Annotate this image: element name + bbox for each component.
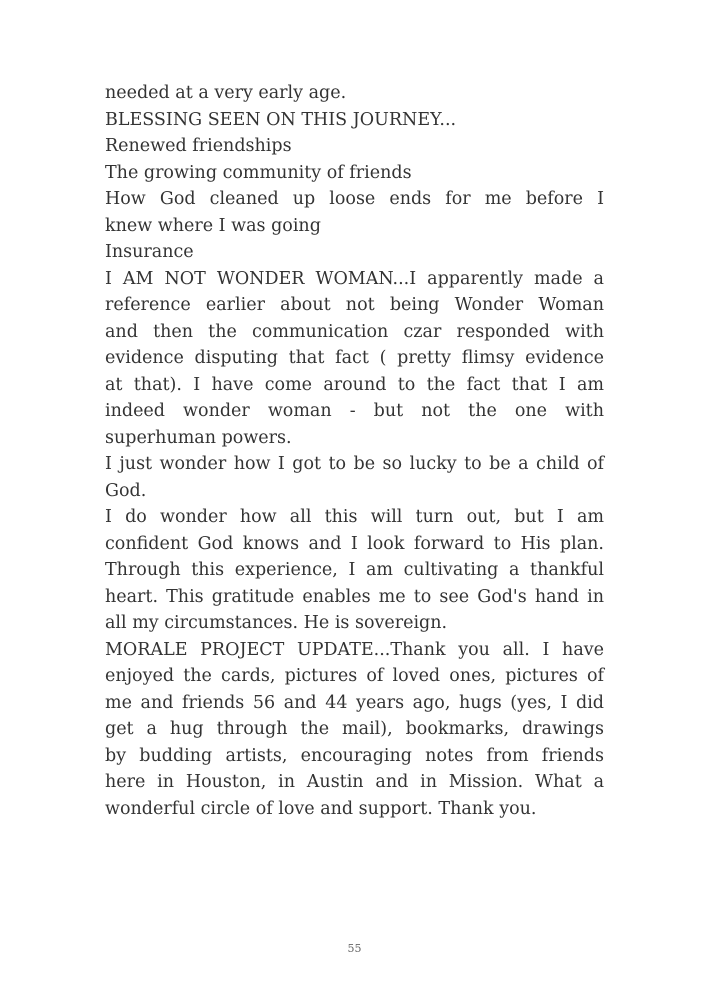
text-line: God.: [105, 480, 147, 501]
text-line: BLESSING SEEN ON THIS JOURNEY...: [105, 109, 457, 130]
text-line: I just wonder how I got to be so lucky to be a child of: [105, 454, 604, 474]
text-line: superhuman powers.: [105, 427, 292, 448]
text-line: wonderful circle of love and support. Thank you.: [105, 798, 537, 819]
text-line: and then the communication czar responded with: [105, 321, 604, 342]
page-number: 55: [347, 942, 362, 955]
body-text: [105, 80, 604, 822]
text-line: at that). I have come around to the fact that I am: [105, 374, 604, 395]
text-line: Insurance: [105, 242, 194, 262]
text-line: here in Houston, in Austin and in Mission. What a: [105, 772, 604, 792]
text-line: heart. This gratitude enables me to see God's hand in: [105, 586, 604, 607]
text-line: all my circumstances. He is sovereign.: [105, 613, 448, 633]
text-line: I AM NOT WONDER WOMAN...I apparently made a: [105, 268, 604, 289]
text-line: needed at a very early age.: [105, 83, 347, 103]
text-line: The growing community of friends: [105, 162, 412, 183]
text-line: get a hug through the mail), bookmarks, drawings: [105, 719, 604, 739]
text-line: by budding artists, encouraging notes from friends: [105, 745, 604, 766]
text-line: me and friends 56 and 44 years ago, hugs (yes, I did: [105, 692, 604, 713]
text-line: MORALE PROJECT UPDATE...Thank you all. I have: [105, 639, 604, 660]
text-line: I do wonder how all this will turn out, but I am: [105, 507, 604, 527]
text-line: Renewed friendships: [105, 136, 292, 156]
text-line: How God cleaned up loose ends for me before I: [105, 189, 604, 209]
text-line: enjoyed the cards, pictures of loved ones, pictures of: [105, 666, 604, 686]
text-line: reference earlier about not being Wonder Woman: [105, 295, 604, 315]
text-line: evidence disputing that fact ( pretty flimsy evidence: [105, 348, 604, 368]
text-line: Through this experience, I am cultivating a thankful: [105, 560, 604, 580]
text-line: confident God knows and I look forward to His plan.: [105, 533, 604, 554]
text-line: indeed wonder woman - but not the one with: [105, 401, 604, 421]
text-line: knew where I was going: [105, 215, 321, 236]
